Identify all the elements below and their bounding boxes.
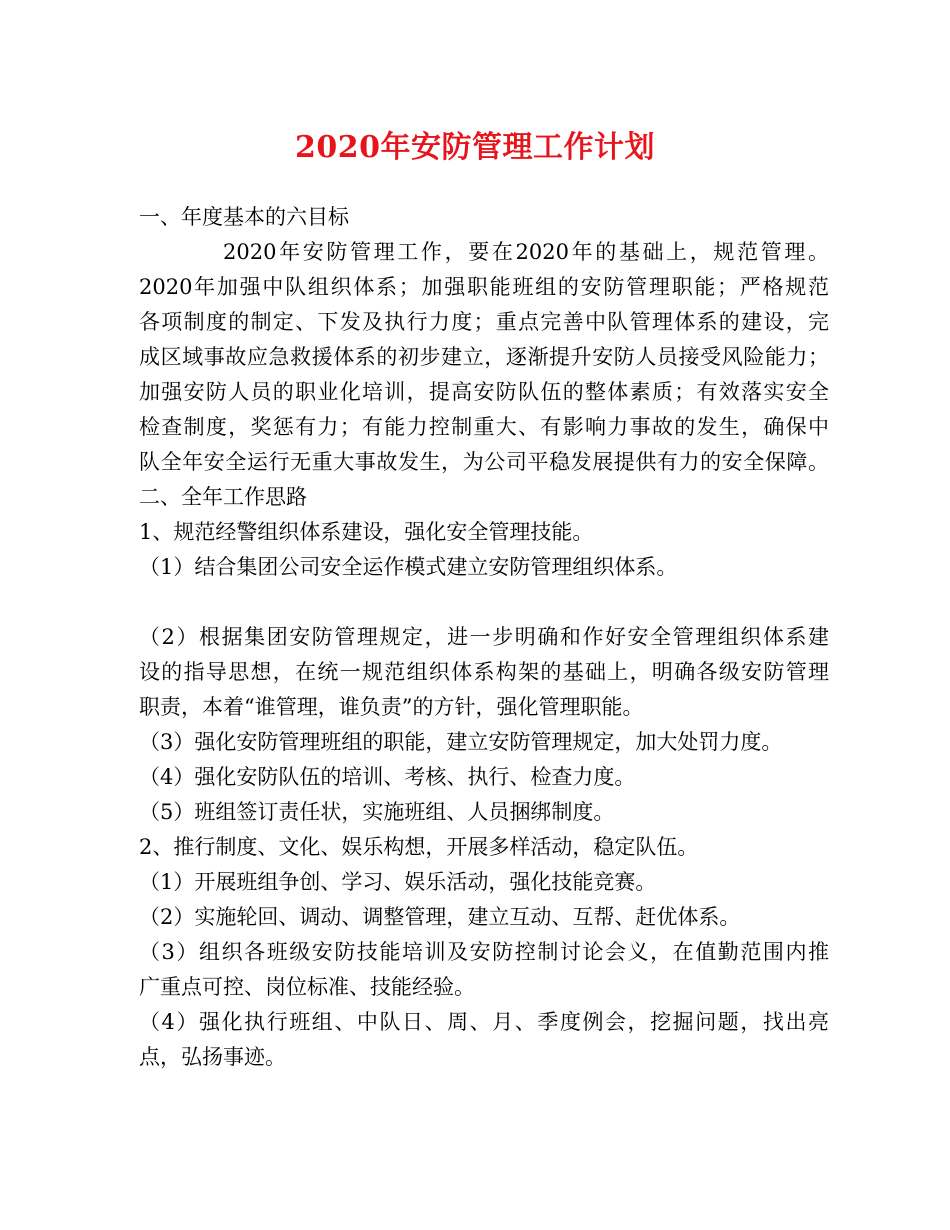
list-item: （2）实施轮回、调动、调整管理，建立互动、互帮、赶优体系。 [139, 905, 741, 929]
list-item: （3）组织各班级安防技能培训及安防控制讨论会义，在值勤范围内推 [139, 940, 829, 964]
section-heading-goals: 一、年度基本的六目标 [139, 205, 349, 229]
document-body [139, 200, 829, 1075]
list-item-continuation: 点，弘扬事迹。 [139, 1045, 286, 1069]
page-title: 2020年安防管理工作计划 [295, 130, 655, 165]
section-heading-approach: 二、全年工作思路 [139, 485, 307, 509]
paragraph-line: 成区域事故应急救援体系的初步建立，逐渐提升安防人员接受风险能力； [139, 345, 829, 369]
paragraph-line: 检查制度，奖惩有力；有能力控制重大、有影响力事故的发生，确保中 [139, 415, 829, 439]
blank-line [139, 585, 829, 620]
list-item: （4）强化执行班组、中队日、周、月、季度例会，挖掘问题，找出亮 [139, 1010, 829, 1034]
subsection-heading: 2、推行制度、文化、娱乐构想，开展多样活动，稳定队伍。 [139, 835, 699, 859]
list-item: （4）强化安防队伍的培训、考核、执行、检查力度。 [139, 765, 636, 789]
subsection-heading: 1、规范经警组织体系建设，强化安全管理技能。 [139, 520, 594, 544]
list-item: （1）开展班组争创、学习、娱乐活动，强化技能竞赛。 [139, 870, 657, 894]
list-item: （3）强化安防管理班组的职能，建立安防管理规定，加大处罚力度。 [139, 730, 783, 754]
paragraph-line: 加强安防人员的职业化培训，提高安防队伍的整体素质；有效落实安全 [139, 380, 829, 404]
list-item-continuation: 设的指导思想，在统一规范组织体系构架的基础上，明确各级安防管理 [139, 660, 829, 684]
list-item-continuation: 职责，本着“谁管理，谁负责”的方针，强化管理职能。 [139, 695, 644, 719]
paragraph-line: 2020年加强中队组织体系；加强职能班组的安防管理职能；严格规范 [139, 275, 829, 299]
paragraph-line: 各项制度的制定、下发及执行力度；重点完善中队管理体系的建设，完 [139, 310, 829, 334]
list-item: （1）结合集团公司安全运作模式建立安防管理组织体系。 [139, 555, 678, 579]
list-item-continuation: 广重点可控、岗位标准、技能经验。 [139, 975, 475, 999]
paragraph-line: 2020年安防管理工作，要在2020年的基础上，规范管理。 [223, 240, 829, 264]
list-item: （2）根据集团安防管理规定，进一步明确和作好安全管理组织体系建 [139, 625, 829, 649]
list-item: （5）班组签订责任状，实施班组、人员捆绑制度。 [139, 800, 615, 824]
paragraph-line: 队全年安全运行无重大事故发生，为公司平稳发展提供有力的安全保障。 [139, 450, 829, 474]
